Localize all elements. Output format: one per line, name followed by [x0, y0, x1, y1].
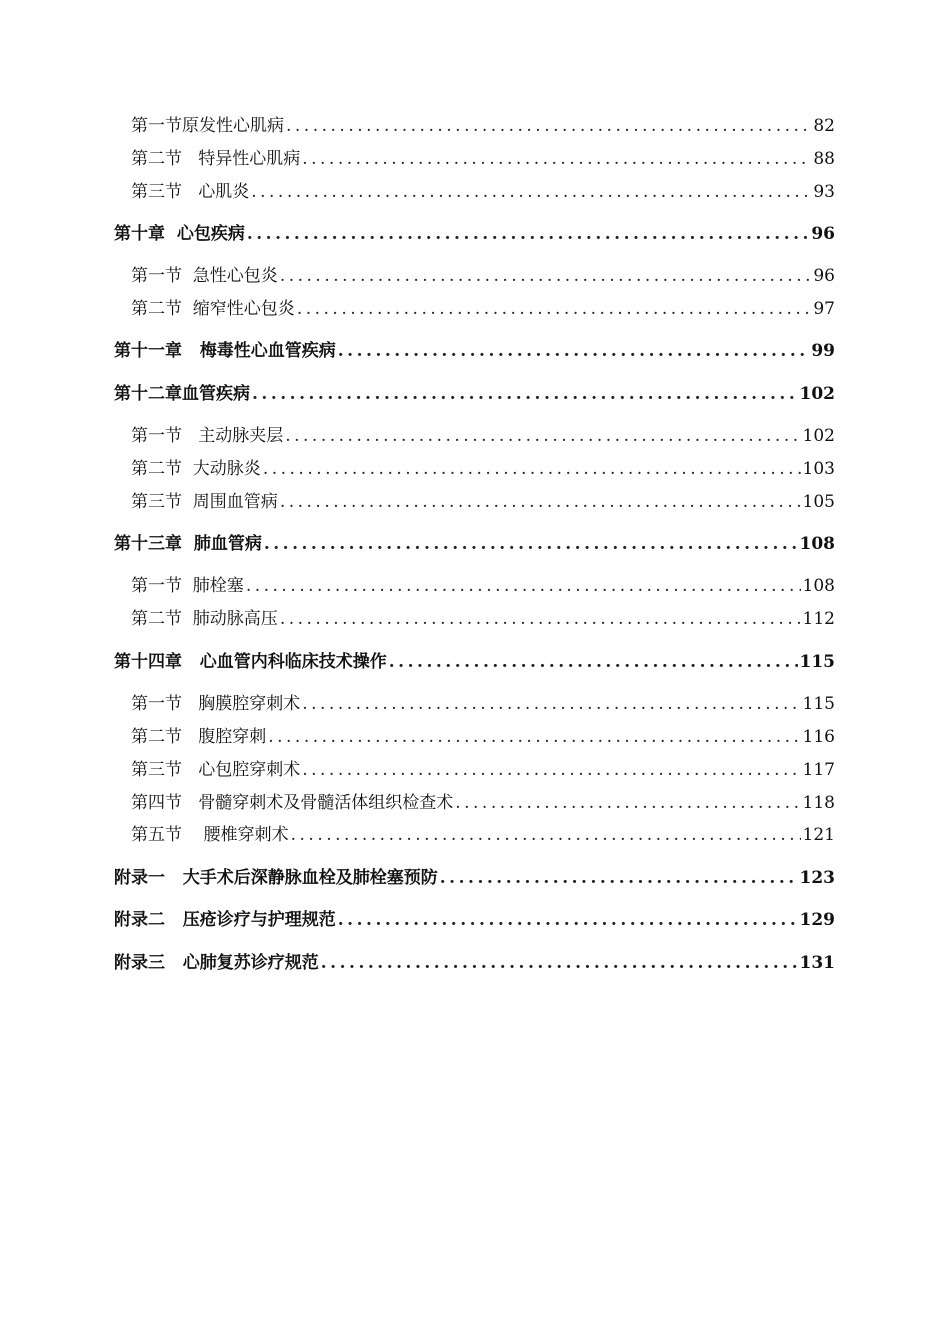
dot-leader [302, 759, 800, 781]
toc-entry-page: 116 [802, 727, 835, 747]
toc-entry-page: 112 [802, 609, 835, 629]
toc-entry-label: 第十章 心包疾病 [114, 224, 245, 244]
dot-leader [280, 265, 812, 287]
toc-entry-section [131, 148, 835, 170]
toc-entry-page: 115 [802, 694, 835, 714]
toc-entry-page: 102 [799, 384, 835, 404]
dot-leader [263, 458, 801, 480]
toc-entry-label: 附录三 心肺复苏诊疗规范 [114, 953, 319, 973]
toc-entry-chapter [114, 651, 835, 673]
toc-entry-label: 第一节 主动脉夹层 [131, 426, 284, 446]
toc-entry-section [131, 115, 835, 137]
toc-entry-page: 131 [799, 953, 835, 973]
toc-entry-label: 第二节 缩窄性心包炎 [131, 299, 295, 319]
toc-entry-section [131, 726, 835, 748]
toc-entry-label: 第一节原发性心肌病 [131, 116, 284, 136]
toc-entry-label: 第三节 周围血管病 [131, 492, 278, 512]
toc-entry-label: 第十四章 心血管内科临床技术操作 [114, 652, 387, 672]
toc-entry-chapter [114, 533, 835, 555]
toc-entry-page: 96 [813, 266, 835, 286]
toc-entry-page: 96 [811, 224, 835, 244]
toc-entry-label: 第二节 肺动脉高压 [131, 609, 278, 629]
toc-entry-page: 121 [802, 825, 835, 845]
toc-entry-page: 99 [811, 341, 835, 361]
toc-entry-page: 102 [802, 426, 835, 446]
dot-leader [321, 952, 798, 974]
dot-leader [246, 575, 801, 597]
toc-entry-label: 第二节 腹腔穿刺 [131, 727, 267, 747]
toc-entry-section [131, 265, 835, 287]
toc-entry-section [131, 575, 835, 597]
toc-entry-section [131, 824, 835, 846]
toc-entry-page: 117 [802, 760, 835, 780]
toc-entry-page: 108 [802, 576, 835, 596]
toc-entry-label: 第二节 大动脉炎 [131, 459, 261, 479]
dot-leader [285, 425, 800, 447]
toc-entry-label: 第五节 腰椎穿刺术 [131, 825, 289, 845]
toc-entry-appendix [114, 909, 835, 931]
dot-leader [280, 608, 801, 630]
toc-entry-page: 105 [802, 492, 835, 512]
toc-entry-label: 第一节 肺栓塞 [131, 576, 244, 596]
toc-entry-label: 附录二 压疮诊疗与护理规范 [114, 910, 336, 930]
toc-entry-appendix [114, 867, 835, 889]
toc-entry-section [131, 792, 835, 814]
toc-entry-section [131, 425, 835, 447]
toc-entry-label: 第四节 骨髓穿刺术及骨髓活体组织检查术 [131, 793, 454, 813]
toc-entry-section [131, 181, 835, 203]
toc-entry-page: 115 [799, 652, 835, 672]
toc-entry-label: 第十一章 梅毒性心血管疾病 [114, 341, 336, 361]
dot-leader [286, 115, 811, 137]
dot-leader [338, 340, 810, 362]
toc-entry-page: 82 [813, 116, 835, 136]
toc-entry-chapter [114, 340, 835, 362]
toc-entry-page: 108 [799, 534, 835, 554]
toc-entry-label: 第十三章 肺血管病 [114, 534, 262, 554]
toc-entry-chapter [114, 383, 835, 405]
toc-entry-section [131, 458, 835, 480]
toc-entry-section [131, 491, 835, 513]
dot-leader [302, 693, 800, 715]
toc-entry-label: 第一节 胸膜腔穿刺术 [131, 694, 301, 714]
toc-entry-label: 第二节 特异性心肌病 [131, 149, 301, 169]
dot-leader [440, 867, 798, 889]
dot-leader [264, 533, 798, 555]
dot-leader [338, 909, 798, 931]
toc-entry-appendix [114, 952, 835, 974]
toc-entry-page: 129 [799, 910, 835, 930]
toc-entry-page: 118 [802, 793, 835, 813]
dot-leader [291, 824, 801, 846]
toc-entry-page: 123 [799, 868, 835, 888]
dot-leader [268, 726, 800, 748]
toc-entry-label: 第三节 心包腔穿刺术 [131, 760, 301, 780]
dot-leader [252, 383, 798, 405]
dot-leader [297, 298, 812, 320]
toc-entry-section [131, 693, 835, 715]
toc-entry-page: 103 [802, 459, 835, 479]
toc-entry-section [131, 608, 835, 630]
toc-entry-page: 88 [813, 149, 835, 169]
dot-leader [280, 491, 801, 513]
toc-entry-chapter [114, 223, 835, 245]
dot-leader [302, 148, 811, 170]
toc-entry-page: 93 [813, 182, 835, 202]
toc-entry-label: 第一节 急性心包炎 [131, 266, 278, 286]
dot-leader [389, 651, 798, 673]
toc-entry-page: 97 [813, 299, 835, 319]
toc-entry-label: 第三节 心肌炎 [131, 182, 250, 202]
dot-leader [247, 223, 809, 245]
dot-leader [251, 181, 811, 203]
toc-entry-label: 第十二章血管疾病 [114, 384, 250, 404]
dot-leader [455, 792, 800, 814]
toc-entry-label: 附录一 大手术后深静脉血栓及肺栓塞预防 [114, 868, 438, 888]
toc-entry-section [131, 298, 835, 320]
toc-entry-section [131, 759, 835, 781]
